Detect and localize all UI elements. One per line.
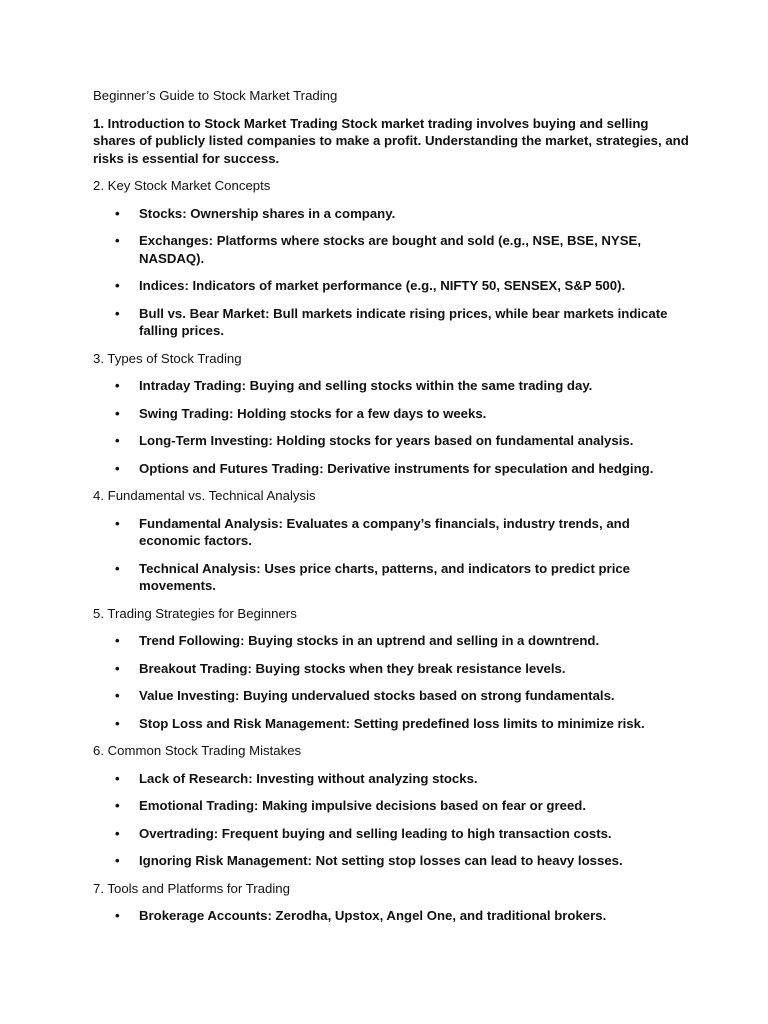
list-item-text: Breakout Trading: Buying stocks when they break resistance levels. bbox=[139, 660, 566, 676]
sections-container bbox=[93, 177, 693, 925]
list-item-text: Exchanges: Platforms where stocks are bought and sold (e.g., NSE, BSE, NYSE, NASDAQ). bbox=[139, 233, 641, 266]
list-item-text: Fundamental Analysis: Evaluates a company’s financials, industry trends, and economic factors. bbox=[139, 515, 630, 548]
bullet-icon: • bbox=[115, 715, 120, 731]
bullet-icon: • bbox=[115, 660, 120, 676]
bullet-icon: • bbox=[115, 688, 120, 703]
list-item-text: Indices: Indicators of market performance (e.g., NIFTY 50, SENSEX, S&P 500). bbox=[139, 278, 626, 293]
list-item-text: Intraday Trading: Buying and selling stocks within the same trading day. bbox=[139, 378, 593, 393]
section-heading: 6. Common Stock Trading Mistakes bbox=[93, 743, 302, 758]
bullet-icon: • bbox=[115, 378, 120, 393]
section-heading: 3. Types of Stock Trading bbox=[93, 350, 242, 366]
intro-body: Stock market trading involves buying and selling shares of publicly listed companies to make a profit. Understanding the market, strategies, and risks is essential for success. bbox=[93, 115, 689, 166]
bullet-icon: • bbox=[115, 825, 120, 841]
bullet-list bbox=[93, 632, 693, 732]
list-item-text: Options and Futures Trading: Derivative instruments for speculation and hedging. bbox=[139, 460, 654, 476]
bullet-icon: • bbox=[115, 770, 120, 786]
list-item-text: Emotional Trading: Making impulsive decisions based on fear or greed. bbox=[139, 798, 587, 813]
list-item bbox=[93, 232, 693, 267]
list-item-text: Long-Term Investing: Holding stocks for years based on fundamental analysis. bbox=[139, 433, 634, 448]
bullet-icon: • bbox=[115, 798, 120, 813]
bullet-icon: • bbox=[115, 853, 120, 868]
bullet-icon: • bbox=[115, 460, 120, 476]
list-item bbox=[93, 205, 693, 223]
list-item-text: Lack of Research: Investing without analyzing stocks. bbox=[139, 770, 478, 786]
bullet-icon: • bbox=[115, 405, 120, 421]
list-item-text: Ignoring Risk Management: Not setting stop losses can lead to heavy losses. bbox=[139, 853, 623, 868]
bullet-icon: • bbox=[115, 515, 120, 531]
bullet-list bbox=[93, 515, 693, 595]
bullet-icon: • bbox=[115, 560, 120, 576]
bullet-list bbox=[93, 770, 693, 870]
bullet-icon: • bbox=[115, 633, 120, 648]
list-item bbox=[93, 632, 693, 650]
list-item bbox=[93, 660, 693, 678]
section-heading: 4. Fundamental vs. Technical Analysis bbox=[93, 488, 316, 503]
intro-heading: 1. Introduction to Stock Market Trading bbox=[93, 115, 338, 131]
list-item bbox=[93, 770, 693, 788]
bullet-icon: • bbox=[115, 433, 120, 448]
list-item-text: Technical Analysis: Uses price charts, patterns, and indicators to predict price movements. bbox=[139, 560, 631, 593]
intro-paragraph bbox=[93, 115, 693, 168]
list-item bbox=[93, 825, 693, 843]
list-item bbox=[93, 277, 693, 295]
list-item bbox=[93, 377, 693, 395]
list-item bbox=[93, 515, 693, 550]
list-item bbox=[93, 852, 693, 870]
section-heading: 2. Key Stock Market Concepts bbox=[93, 178, 271, 193]
list-item bbox=[93, 797, 693, 815]
list-item bbox=[93, 432, 693, 450]
bullet-list bbox=[93, 205, 693, 340]
list-item-text: Stop Loss and Risk Management: Setting predefined loss limits to minimize risk. bbox=[139, 715, 645, 731]
bullet-icon: • bbox=[115, 278, 120, 293]
section-heading: 7. Tools and Platforms for Trading bbox=[93, 880, 290, 896]
list-item bbox=[93, 460, 693, 478]
list-item bbox=[93, 305, 693, 340]
list-item-text: Overtrading: Frequent buying and selling leading to high transaction costs. bbox=[139, 825, 612, 841]
list-item bbox=[93, 560, 693, 595]
document-title: Beginner’s Guide to Stock Market Trading bbox=[93, 88, 338, 103]
bullet-list bbox=[93, 907, 693, 925]
list-item-text: Value Investing: Buying undervalued stocks based on strong fundamentals. bbox=[139, 688, 615, 703]
list-item bbox=[93, 405, 693, 423]
list-item bbox=[93, 687, 693, 705]
section-heading: 5. Trading Strategies for Beginners bbox=[93, 605, 297, 621]
list-item-text: Trend Following: Buying stocks in an uptrend and selling in a downtrend. bbox=[139, 633, 600, 648]
bullet-icon: • bbox=[115, 908, 120, 923]
document-page bbox=[93, 87, 693, 935]
bullet-list bbox=[93, 377, 693, 477]
bullet-icon: • bbox=[115, 305, 120, 321]
list-item-text: Stocks: Ownership shares in a company. bbox=[139, 205, 396, 221]
list-item-text: Swing Trading: Holding stocks for a few days to weeks. bbox=[139, 405, 487, 421]
bullet-icon: • bbox=[115, 205, 120, 221]
list-item-text: Brokerage Accounts: Zerodha, Upstox, Angel One, and traditional brokers. bbox=[139, 908, 607, 923]
bullet-icon: • bbox=[115, 233, 120, 248]
list-item bbox=[93, 907, 693, 925]
list-item-text: Bull vs. Bear Market: Bull markets indicate rising prices, while bear markets indicate falling prices. bbox=[139, 305, 668, 338]
list-item bbox=[93, 715, 693, 733]
